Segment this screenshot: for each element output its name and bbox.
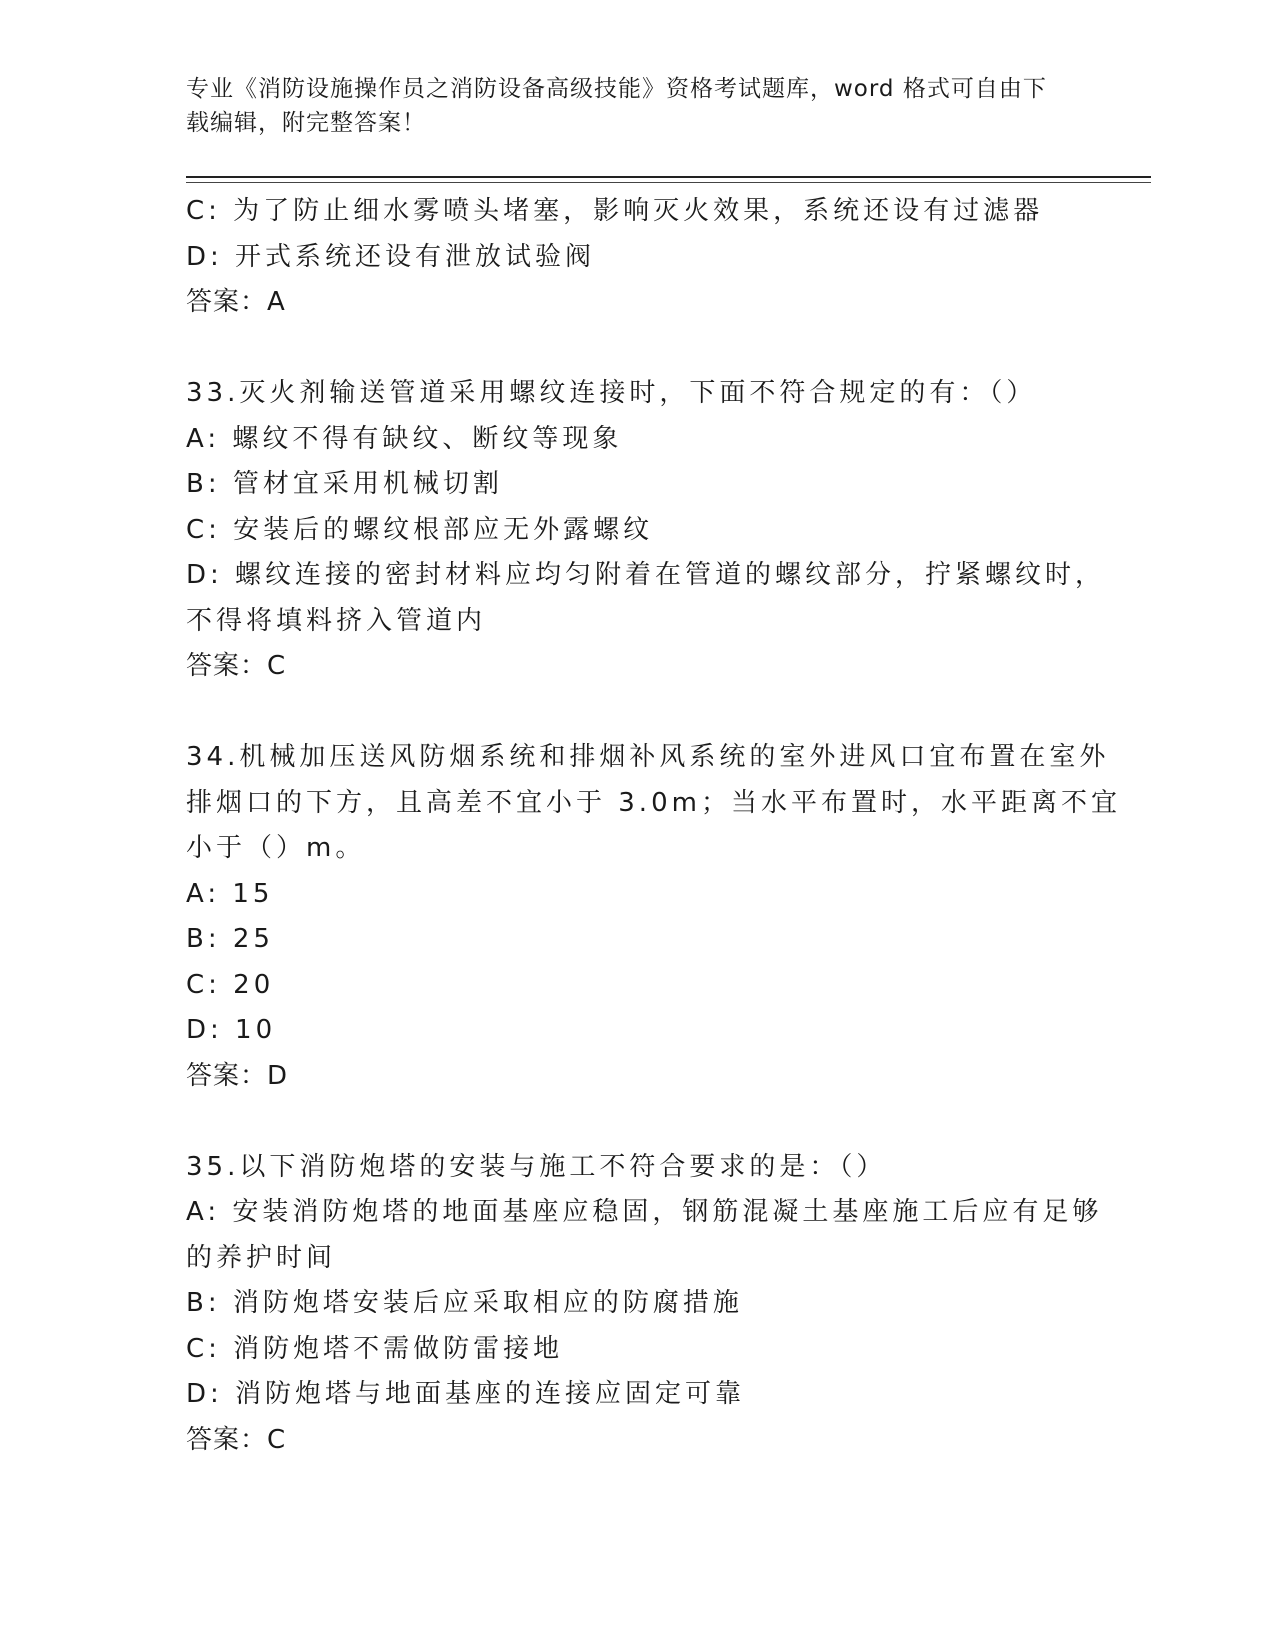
option-c: C: 为了防止细水雾喷头堵塞，影响灭火效果，系统还设有过滤器: [186, 196, 1044, 226]
question-stem: 35.以下消防炮塔的安装与施工不符合要求的是：（）: [186, 1151, 887, 1182]
option-a: A: 安装消防炮塔的地面基座应稳固，钢筋混凝土基座施工后应有足够: [186, 1197, 1103, 1227]
option-a: A: 螺纹不得有缺纹、断纹等现象: [186, 423, 623, 454]
document-header: [186, 72, 1066, 140]
option-d: D: 消防炮塔与地面基座的连接应固定可靠: [186, 1379, 746, 1409]
answer-line: 答案：D: [186, 1060, 289, 1091]
answer-line: 答案：C: [186, 1424, 287, 1455]
question-stem-continued: 排烟口的下方，且高差不宜小于 3.0m；当水平布置时，水平距离不宜: [186, 787, 1121, 818]
question-33: [186, 371, 1106, 690]
header-line-1: 专业《消防设施操作员之消防设备高级技能》资格考试题库，word 格式可自由下: [186, 76, 1047, 102]
option-a-continued: 的养护时间: [186, 1242, 337, 1273]
answer-line: 答案：A: [186, 287, 286, 317]
option-c: C: 安装后的螺纹根部应无外露螺纹: [186, 514, 654, 545]
header-line-2: 载编辑，附完整答案！: [186, 110, 426, 136]
question-stem: 34.机械加压送风防烟系统和排烟补风系统的室外进风口宜布置在室外: [186, 742, 1110, 772]
option-b: B: 消防炮塔安装后应采取相应的防腐措施: [186, 1288, 743, 1318]
question-stem: 33.灭火剂输送管道采用螺纹连接时，下面不符合规定的有：（）: [186, 378, 1037, 408]
option-b: B: 25: [186, 924, 274, 954]
option-a: A: 15: [186, 878, 274, 909]
question-content: [186, 189, 1121, 1463]
option-d: D: 开式系统还设有泄放试验阀: [186, 241, 596, 272]
prev-question-block: [186, 189, 1086, 326]
option-b: B: 管材宜采用机械切割: [186, 469, 503, 499]
question-stem-continued: 小于（）m。: [186, 833, 366, 863]
answer-line: 答案：C: [186, 651, 287, 681]
option-d: D: 10: [186, 1015, 277, 1045]
header-rule-thick: [186, 176, 1151, 178]
question-gap: [186, 690, 1086, 736]
option-d: D: 螺纹连接的密封材料应均匀附着在管道的螺纹部分，拧紧螺纹时，: [186, 560, 1106, 590]
question-35: [186, 1145, 1103, 1464]
question-gap: [186, 326, 1086, 372]
option-c: C: 消防炮塔不需做防雷接地: [186, 1333, 564, 1364]
question-34: [186, 735, 1121, 1099]
option-d-continued: 不得将填料挤入管道内: [186, 605, 487, 636]
option-c: C: 20: [186, 969, 275, 1000]
question-gap: [186, 1099, 1086, 1145]
header-rule-thin: [186, 182, 1151, 183]
